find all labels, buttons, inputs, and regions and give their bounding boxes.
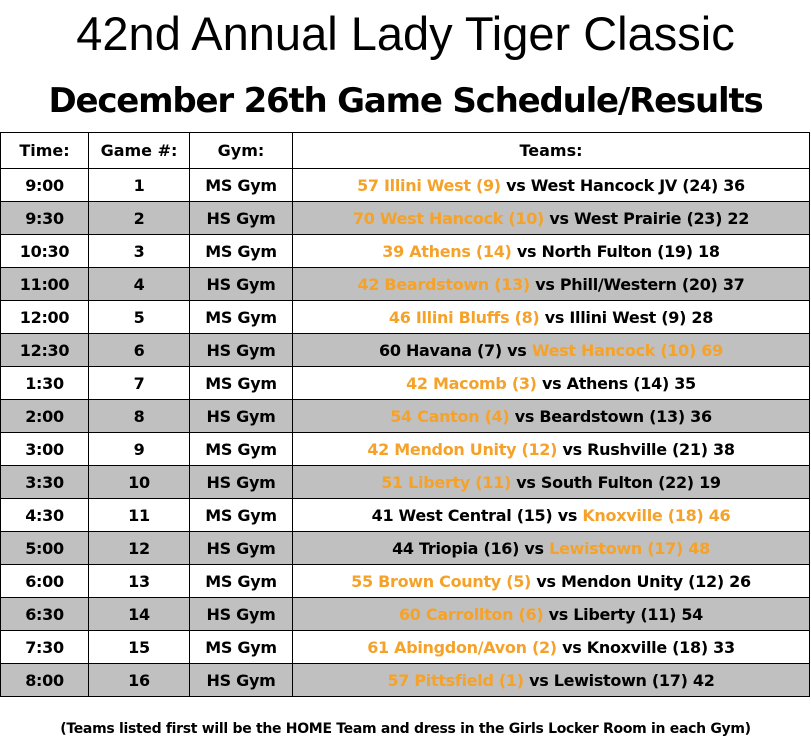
versus-label: vs <box>516 241 537 261</box>
home-team: 61 Abingdon/Avon (2) <box>367 637 557 657</box>
game-number: 7 <box>89 367 190 400</box>
game-gym: MS Gym <box>190 367 293 400</box>
game-number: 12 <box>89 532 190 565</box>
game-gym: HS Gym <box>190 202 293 235</box>
away-team: West Hancock (10) 69 <box>531 340 723 360</box>
table-row <box>1 202 810 235</box>
game-teams <box>293 268 810 301</box>
versus-label: vs <box>562 637 582 657</box>
header-game: Game #: <box>89 133 190 169</box>
game-number: 6 <box>89 334 190 367</box>
away-team: Illini West (9) 28 <box>569 307 714 327</box>
versus-label: vs <box>536 571 556 591</box>
game-time: 9:30 <box>1 202 89 235</box>
versus-label: vs <box>529 670 549 690</box>
away-team: Rushville (21) 38 <box>587 439 735 459</box>
game-number: 11 <box>89 499 190 532</box>
game-number: 10 <box>89 466 190 499</box>
versus-label: vs <box>541 373 562 393</box>
game-gym: MS Gym <box>190 565 293 598</box>
game-number: 16 <box>89 664 190 697</box>
versus-label: vs <box>506 175 526 195</box>
game-gym: HS Gym <box>190 532 293 565</box>
home-team: 60 Havana (7) <box>379 340 502 360</box>
footnote: (Teams listed first will be the HOME Team and dress in the Girls Locker Room in each Gym) <box>60 721 751 737</box>
game-time: 4:30 <box>1 499 89 532</box>
game-number: 9 <box>89 433 190 466</box>
table-row <box>1 598 810 631</box>
game-time: 12:30 <box>1 334 89 367</box>
table-row <box>1 268 810 301</box>
table-row <box>1 565 810 598</box>
table-row <box>1 235 810 268</box>
game-teams <box>293 664 810 697</box>
versus-label: vs <box>524 538 544 558</box>
game-number: 13 <box>89 565 190 598</box>
home-team: 54 Canton (4) <box>390 406 510 426</box>
header-teams: Teams: <box>293 133 810 169</box>
game-number: 2 <box>89 202 190 235</box>
versus-label: vs <box>535 274 555 294</box>
game-teams <box>293 532 810 565</box>
table-row <box>1 466 810 499</box>
page-subtitle: December 26th Game Schedule/Results <box>48 81 763 121</box>
away-team: Mendon Unity (12) 26 <box>560 571 751 591</box>
game-number: 15 <box>89 631 190 664</box>
game-teams <box>293 565 810 598</box>
table-row <box>1 631 810 664</box>
game-teams <box>293 301 810 334</box>
game-gym: MS Gym <box>190 631 293 664</box>
game-gym: HS Gym <box>190 334 293 367</box>
game-teams <box>293 334 810 367</box>
home-team: 46 Illini Bluffs (8) <box>388 307 540 327</box>
versus-label: vs <box>544 307 565 327</box>
game-gym: HS Gym <box>190 664 293 697</box>
game-gym: MS Gym <box>190 433 293 466</box>
away-team: South Fulton (22) 19 <box>540 472 721 492</box>
home-team: 42 Macomb (3) <box>406 373 537 393</box>
game-time: 3:30 <box>1 466 89 499</box>
game-teams <box>293 631 810 664</box>
away-team: Liberty (11) 54 <box>573 604 704 624</box>
game-gym: MS Gym <box>190 235 293 268</box>
game-time: 3:00 <box>1 433 89 466</box>
away-team: Knoxville (18) 46 <box>582 505 731 525</box>
game-teams <box>293 433 810 466</box>
game-time: 12:00 <box>1 301 89 334</box>
game-time: 2:00 <box>1 400 89 433</box>
game-teams <box>293 499 810 532</box>
game-time: 5:00 <box>1 532 89 565</box>
game-time: 9:00 <box>1 169 89 202</box>
away-team: West Prairie (23) 22 <box>573 208 750 228</box>
home-team: 39 Athens (14) <box>382 241 512 261</box>
table-row <box>1 169 810 202</box>
game-number: 1 <box>89 169 190 202</box>
game-time: 10:30 <box>1 235 89 268</box>
home-team: 51 Liberty (11) <box>381 472 511 492</box>
game-number: 4 <box>89 268 190 301</box>
game-teams <box>293 235 810 268</box>
game-gym: HS Gym <box>190 268 293 301</box>
game-number: 5 <box>89 301 190 334</box>
home-team: 57 Illini West (9) <box>357 175 501 195</box>
table-row <box>1 367 810 400</box>
table-row <box>1 433 810 466</box>
game-time: 7:30 <box>1 631 89 664</box>
game-number: 3 <box>89 235 190 268</box>
header-time: Time: <box>1 133 89 169</box>
table-row <box>1 301 810 334</box>
home-team: 70 West Hancock (10) <box>352 208 545 228</box>
away-team: Beardstown (13) 36 <box>539 406 712 426</box>
game-time: 6:30 <box>1 598 89 631</box>
game-number: 8 <box>89 400 190 433</box>
away-team: Knoxville (18) 33 <box>586 637 735 657</box>
table-row <box>1 532 810 565</box>
table-row <box>1 400 810 433</box>
away-team: Athens (14) 35 <box>566 373 696 393</box>
versus-label: vs <box>557 505 578 525</box>
home-team: 55 Brown County (5) <box>351 571 532 591</box>
header-gym: Gym: <box>190 133 293 169</box>
schedule-table <box>0 132 810 697</box>
game-teams <box>293 367 810 400</box>
versus-label: vs <box>514 406 535 426</box>
home-team: 41 West Central (15) <box>371 505 553 525</box>
home-team: 60 Carrollton (6) <box>398 604 544 624</box>
versus-label: vs <box>549 208 569 228</box>
game-gym: MS Gym <box>190 499 293 532</box>
versus-label: vs <box>516 472 536 492</box>
home-team: 42 Beardstown (13) <box>357 274 530 294</box>
game-number: 14 <box>89 598 190 631</box>
table-row <box>1 334 810 367</box>
table-row <box>1 664 810 697</box>
game-gym: HS Gym <box>190 466 293 499</box>
away-team: West Hancock JV (24) 36 <box>530 175 745 195</box>
game-gym: MS Gym <box>190 169 293 202</box>
home-team: 57 Pittsfield (1) <box>387 670 524 690</box>
away-team: Lewistown (17) 48 <box>549 538 710 558</box>
versus-label: vs <box>562 439 582 459</box>
away-team: North Fulton (19) 18 <box>541 241 720 261</box>
game-gym: MS Gym <box>190 301 293 334</box>
page-title: 42nd Annual Lady Tiger Classic <box>76 7 735 60</box>
game-gym: HS Gym <box>190 400 293 433</box>
game-teams <box>293 202 810 235</box>
game-teams <box>293 400 810 433</box>
versus-label: vs <box>548 604 568 624</box>
game-time: 8:00 <box>1 664 89 697</box>
away-team: Lewistown (17) 42 <box>553 670 715 690</box>
game-teams <box>293 598 810 631</box>
game-gym: HS Gym <box>190 598 293 631</box>
table-row <box>1 499 810 532</box>
header-row <box>1 133 810 169</box>
game-time: 1:30 <box>1 367 89 400</box>
versus-label: vs <box>507 340 527 360</box>
home-team: 42 Mendon Unity (12) <box>367 439 558 459</box>
schedule-rows <box>1 169 810 697</box>
game-teams <box>293 169 810 202</box>
home-team: 44 Triopia (16) <box>392 538 520 558</box>
game-time: 6:00 <box>1 565 89 598</box>
away-team: Phill/Western (20) 37 <box>559 274 745 294</box>
game-time: 11:00 <box>1 268 89 301</box>
game-teams <box>293 466 810 499</box>
